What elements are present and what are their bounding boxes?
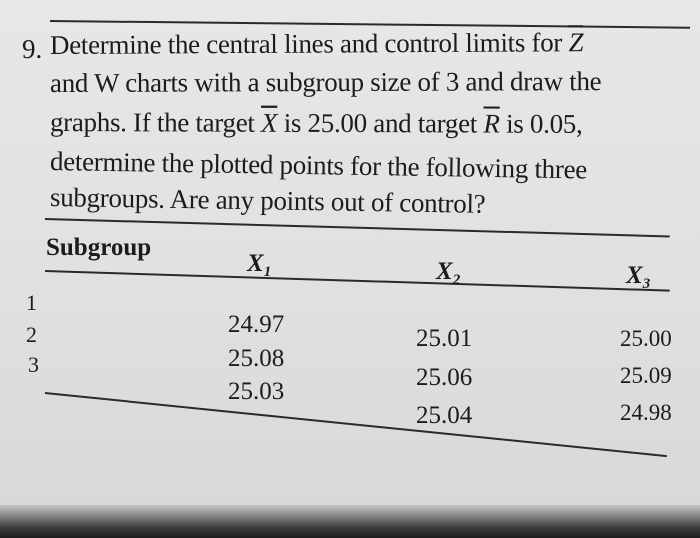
row-3-x3: 24.98 <box>620 400 672 425</box>
question-line-2: and W charts with a subgroup size of 3 and draw the <box>49 66 602 98</box>
question-line-5: subgroups. Are any points out of control? <box>49 182 486 219</box>
header-x1: $X_1$ <box>247 250 272 280</box>
row-3-x1: 25.03 <box>228 378 285 405</box>
row-3-x2: 25.04 <box>416 402 473 429</box>
row-1-subgroup: 1 <box>26 290 37 315</box>
z-bar-symbol: $\overline{Z}$ <box>568 27 584 58</box>
question-line-1: Determine the central lines and control limits for $\overline{Z}$ <box>49 27 584 60</box>
row-1-x2: 25.01 <box>416 325 473 352</box>
photo-bottom-edge <box>0 505 700 538</box>
question-line-4: determine the plotted points for the following three <box>49 146 588 185</box>
header-x2: $X_2$ <box>436 258 461 288</box>
row-3-subgroup: 3 <box>28 352 39 377</box>
row-2-x1: 25.08 <box>228 345 285 372</box>
table-header-rule <box>45 270 670 292</box>
x-double-bar-symbol: $\overline{X}$ <box>261 107 278 138</box>
r-bar-symbol: $\overline{R}$ <box>483 108 500 139</box>
header-x3: $X_3$ <box>626 262 651 292</box>
row-1-x3: 25.00 <box>620 326 672 351</box>
question-number: 9. <box>22 34 43 64</box>
table-bottom-rule <box>45 392 667 457</box>
row-2-x3: 25.09 <box>620 363 672 388</box>
row-2-subgroup: 2 <box>26 322 37 347</box>
header-subgroup: Subgroup <box>46 234 152 261</box>
question-line-3: graphs. If the target $\overline{X}$ is 25.00 and target $\overline{R}$ is 0.05, <box>49 107 583 139</box>
row-1-x1: 24.97 <box>228 311 285 338</box>
row-2-x2: 25.06 <box>416 364 473 391</box>
